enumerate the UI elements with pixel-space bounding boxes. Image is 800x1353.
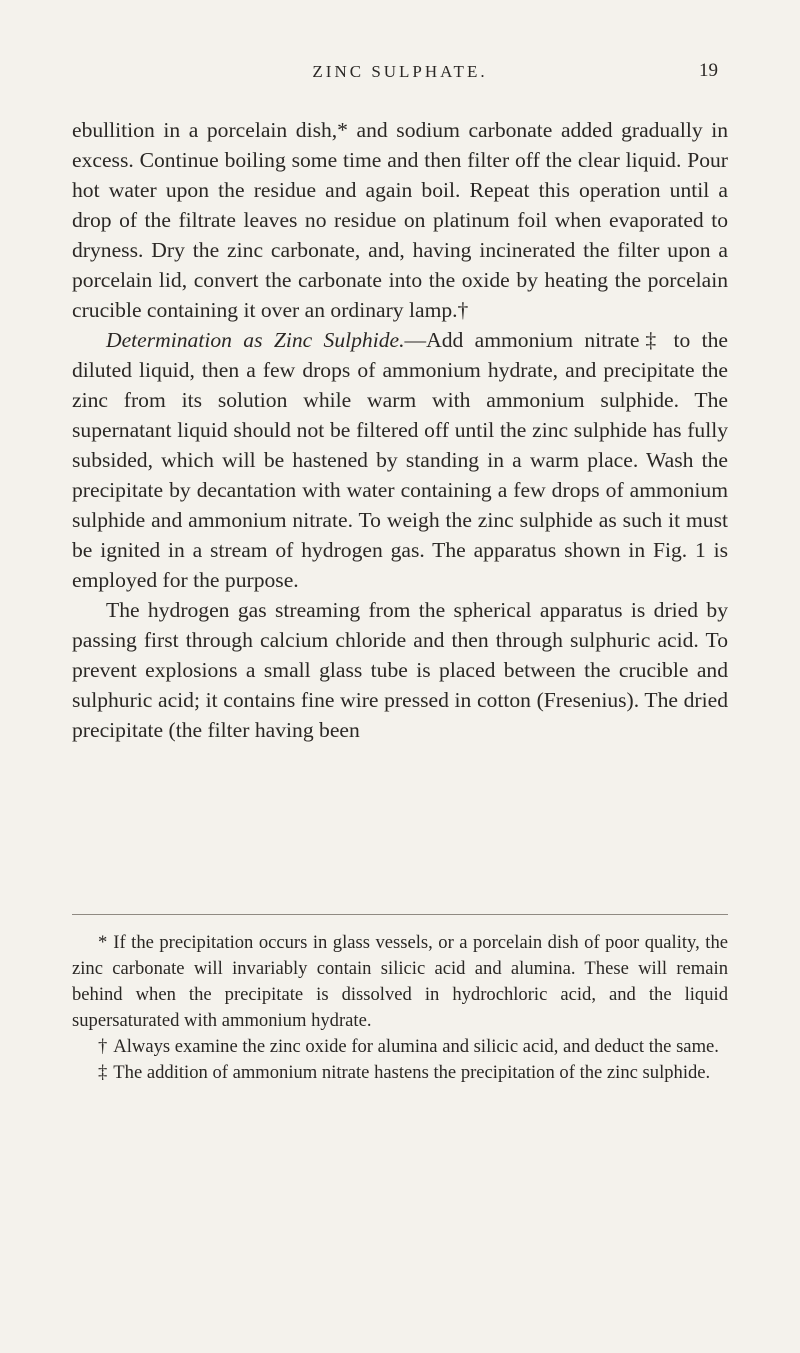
footnote [72, 1060, 728, 1086]
page-number: 19 [699, 60, 718, 81]
paragraph-hydrogen-apparatus: The hydrogen gas streaming from the spherical apparatus is dried by passing first through calcium chloride and then through sulphuric acid. To prevent explosions a small glass tube is placed between the crucible and sulphuric acid; it contains fine wire pressed in cotton (Fresenius). The dried precipitate (the filter having been [72, 598, 728, 742]
running-head [0, 60, 800, 86]
footnote-text: The addition of ammonium nitrate hastens the precipitation of the zinc sulphide. [113, 1062, 711, 1083]
paragraph-continuation: ebullition in a porcelain dish,* and sodium carbonate added gradually in excess. Continue boiling some time and then filter off the clear liquid. Pour hot water upon the residue and again boil. Repeat this operation until a drop of the filtrate leaves no residue on platinum foil when evaporated to dryness. Dry the zinc carbonate, and, having incinerated the filter upon a porcelain lid, convert the carbonate into the oxide by heating the porcelain crucible containing it over an ordinary lamp.† [72, 118, 728, 322]
footnote-mark: * [98, 932, 108, 953]
footnote [72, 1034, 728, 1060]
footnote [72, 930, 728, 1034]
footnotes [72, 930, 728, 1086]
footnote-text: Always examine the zinc oxide for alumina and silicic acid, and deduct the same. [113, 1036, 719, 1057]
paragraph-zinc-sulphide-text: —Add ammonium nitrate‡ to the diluted liquid, then a few drops of ammonium hydrate, and precipitate the zinc from its solution while warm with ammonium sulphide. The supernatant liquid should not be filtered off until the zinc sulphide has fully subsided, which will be hastened by standing in a warm place. Wash the precipitate by decantation with water containing a few drops of ammonium sulphide and ammonium nitrate. To weigh the zinc sulphide as such it must be ignited in a stream of hydrogen gas. The apparatus shown in Fig. 1 is employed for the purpose. [72, 328, 728, 592]
body-text [72, 115, 728, 745]
paragraph-zinc-sulphide [72, 325, 728, 595]
section-heading-zinc-sulphide: Determination as Zinc Sulphide. [106, 328, 405, 352]
footnote-mark: † [98, 1036, 108, 1057]
running-title: ZINC SULPHATE. [312, 62, 488, 81]
footnote-divider [72, 914, 728, 915]
footnote-text: If the precipitation occurs in glass vessels, or a porcelain dish of poor quality, the zinc carbonate will invariably contain silicic acid and alumina. These will remain behind when the precipitate is dissolved in hydrochloric acid, and the liquid supersaturated with ammonium hydrate. [72, 932, 728, 1031]
footnote-mark: ‡ [98, 1062, 108, 1083]
